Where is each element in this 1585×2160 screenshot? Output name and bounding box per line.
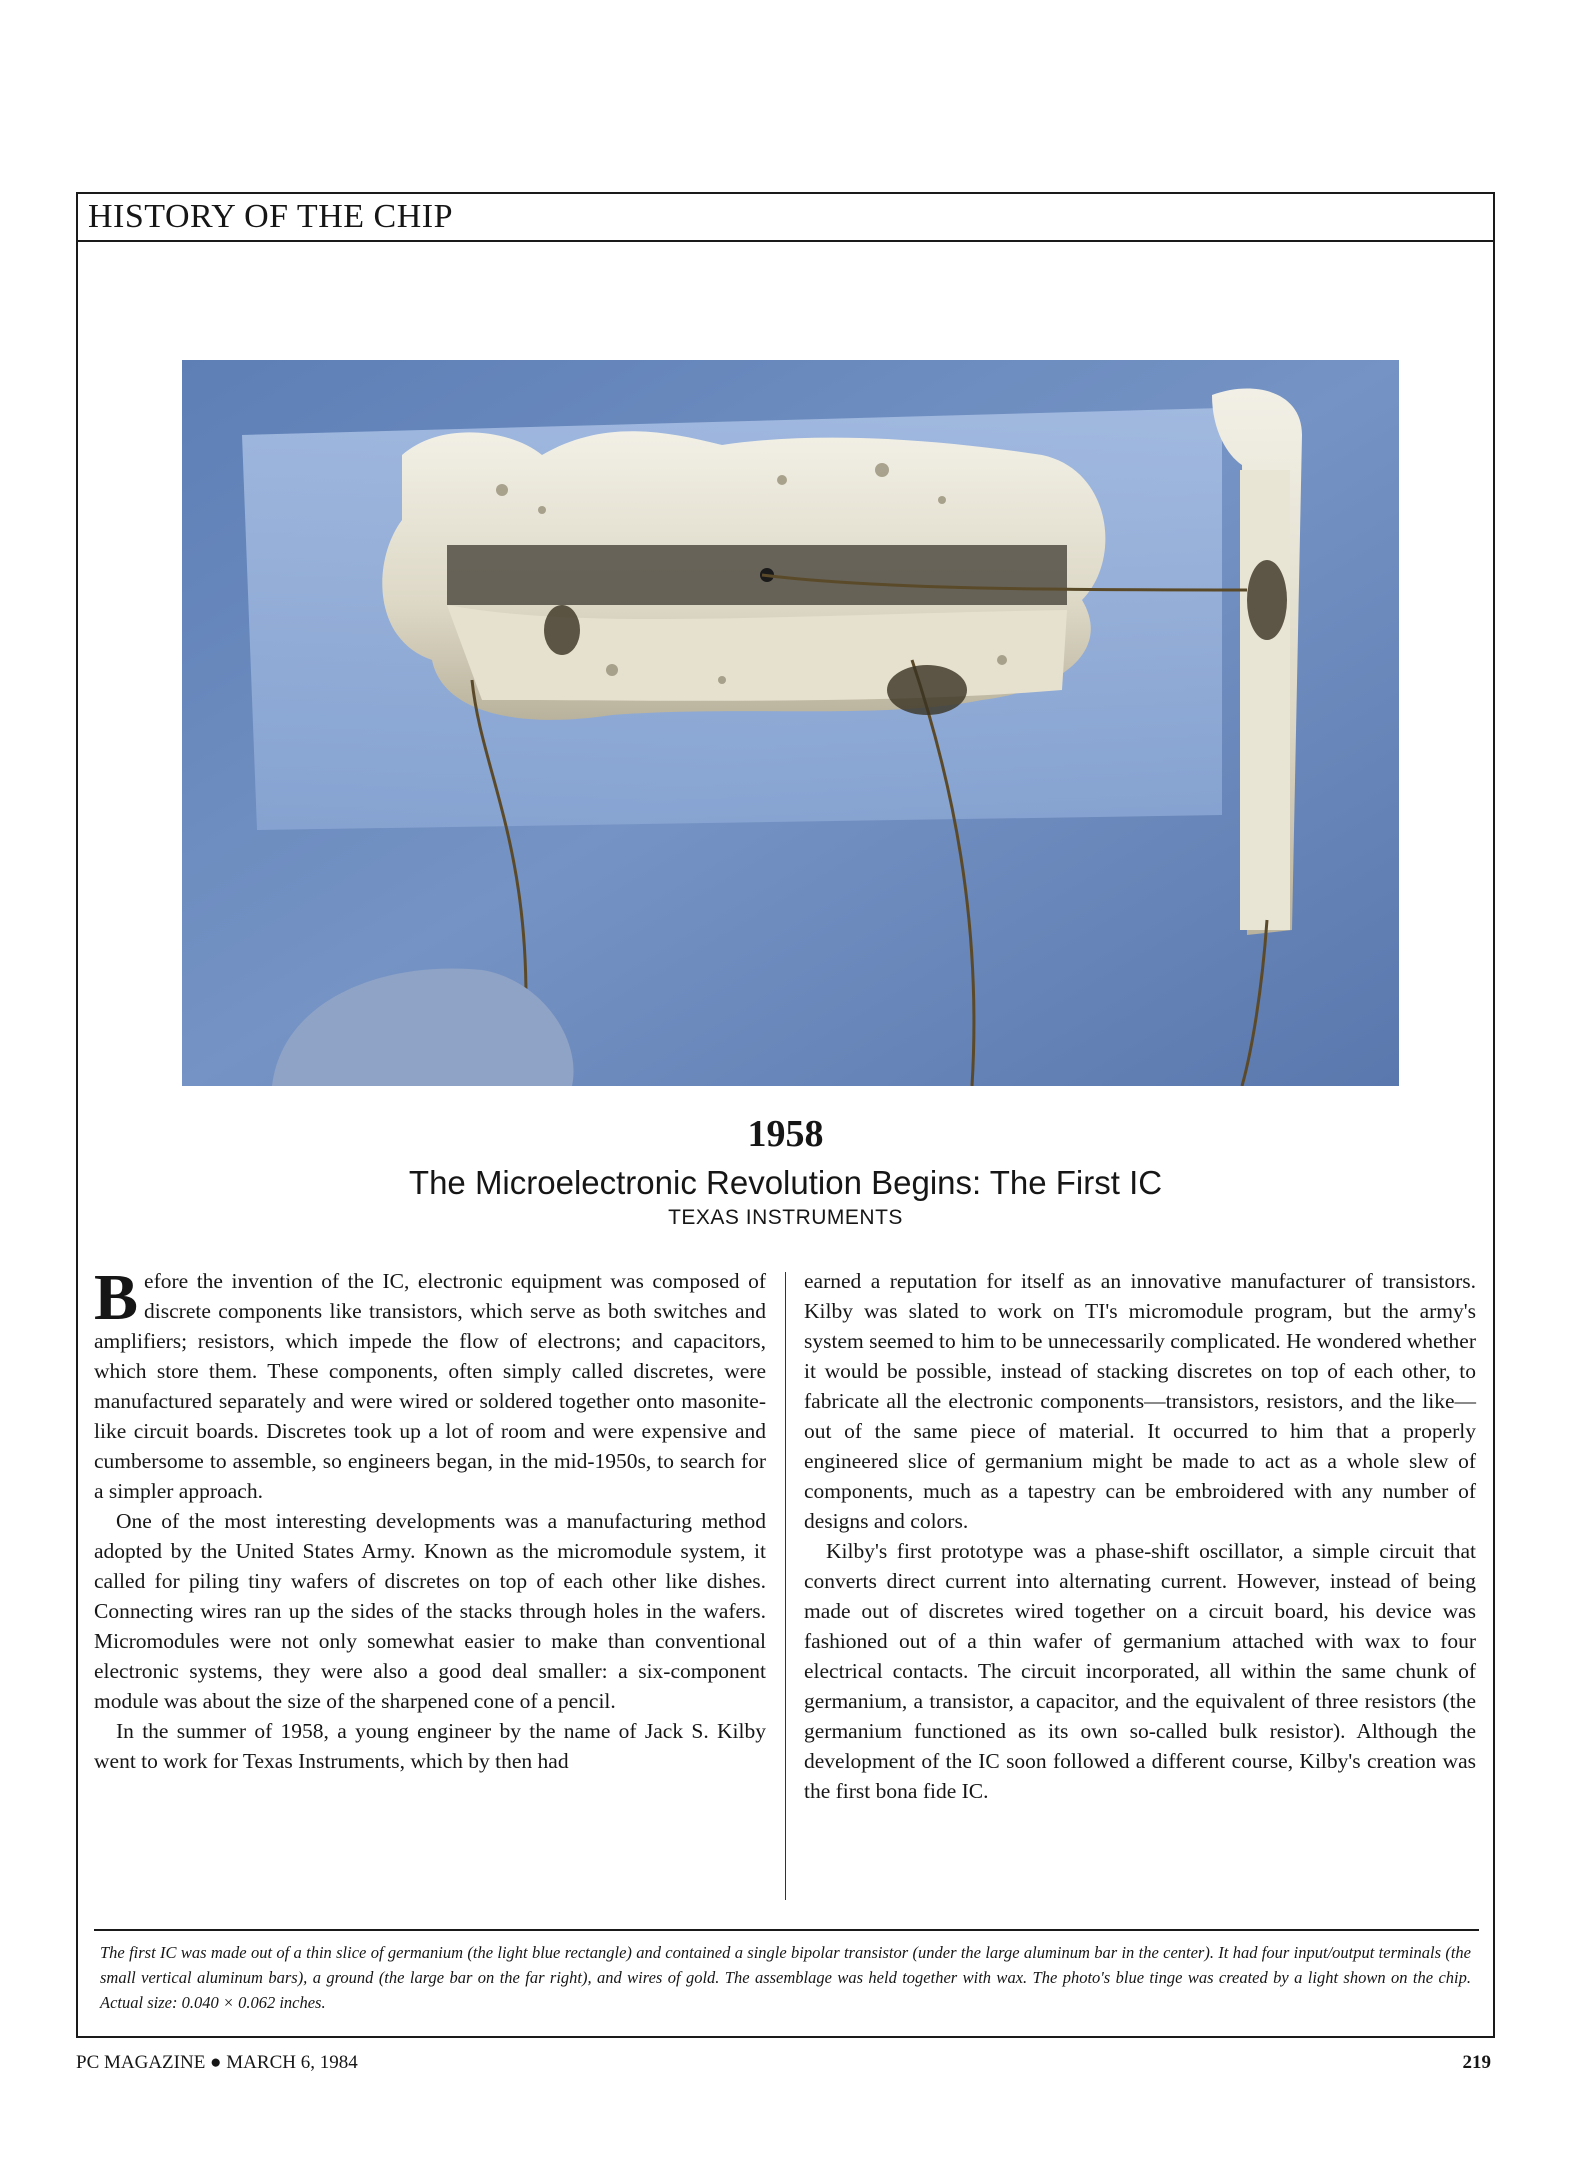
- article-paragraph: One of the most interesting developments was a manufacturing method adopted by the United States Army. Known as the micromodule system, it called for piling tiny wafers of discretes on top of each other like dishes. Connecting wires ran up the sides of the stacks through holes in the wafers. Micromodules were not only somewhat easier to make than conventional electronic systems, they were also a good deal smaller: a six-component module was about the size of the sharpened cone of a pencil.: [94, 1509, 766, 1713]
- article-column-left: [94, 1261, 766, 1776]
- article-column-right: [804, 1266, 1476, 1806]
- section-title: HISTORY OF THE CHIP: [88, 198, 453, 235]
- article-frame: [76, 192, 1495, 2038]
- article-paragraph: earned a reputation for itself as an innovative manufacturer of transistors. Kilby was slated to work on TI's micromodule program, but the army's system seemed to him to be unnecessarily complicated. He wondered whether it would be possible, instead of stacking discretes on top of each other, to fabricate all the electronic components—transistors, resistors, and the like—out of the same piece of material. It occurred to him that a properly engineered slice of germanium might be made to act as a whole slew of components, much as a tapestry can be embroidered with any number of designs and colors.: [804, 1269, 1476, 1533]
- footer-publication: PC MAGAZINE ● MARCH 6, 1984: [76, 2052, 358, 2073]
- column-divider: [785, 1272, 786, 1900]
- article-paragraph: Kilby's first prototype was a phase-shift oscillator, a simple circuit that converts direct current into alternating current. However, instead of being made out of discretes wired together on a circuit board, his device was fashioned out of a thin wafer of germanium attached with wax to four electrical contacts. The circuit incorporated, all within the same chunk of germanium, a transistor, a capacitor, and the equivalent of three resistors (the germanium functioned as its own so-called bulk resistor). Although the development of the IC soon followed a different course, Kilby's creation was the first bona fide IC.: [804, 1539, 1476, 1803]
- first-ic-photo: [182, 360, 1399, 1086]
- headline-company: TEXAS INSTRUMENTS: [668, 1206, 903, 1229]
- photo-caption: The first IC was made out of a thin slice of germanium (the light blue rectangle) and contained a single bipolar transistor (under the large aluminum bar in the center). It had four input/output terminals (the small vertical aluminum bars), a ground (the large bar on the far right), and wires of gold. The assemblage was held together with wax. The photo's blue tinge was created by a light shown on the chip. Actual size: 0.040 × 0.062 inches.: [100, 1943, 1471, 2012]
- paragraph-text: efore the invention of the IC, electronic equipment was composed of discrete components like transistors, which serve as both switches and amplifiers; resistors, which impede the flow of electrons; and capacitors, which store them. These components, often simply called discretes, were manufactured separately and were wired or soldered together onto masonite-like circuit boards. Discretes took up a lot of room and were expensive and cumbersome to assemble, so engineers began, in the mid-1950s, to search for a simpler approach.: [94, 1269, 766, 1503]
- headline-year: 1958: [747, 1113, 824, 1155]
- page-number: 219: [1462, 2052, 1491, 2073]
- drop-cap: B: [94, 1261, 139, 1334]
- section-header: [78, 194, 1493, 242]
- headline-subtitle: The Microelectronic Revolution Begins: The First IC: [408, 1164, 1163, 1201]
- caption-divider: [94, 1929, 1479, 1931]
- article-paragraph: [94, 1261, 766, 1506]
- article-paragraph: In the summer of 1958, a young engineer by the name of Jack S. Kilby went to work for Texas Instruments, which by then had: [94, 1719, 766, 1773]
